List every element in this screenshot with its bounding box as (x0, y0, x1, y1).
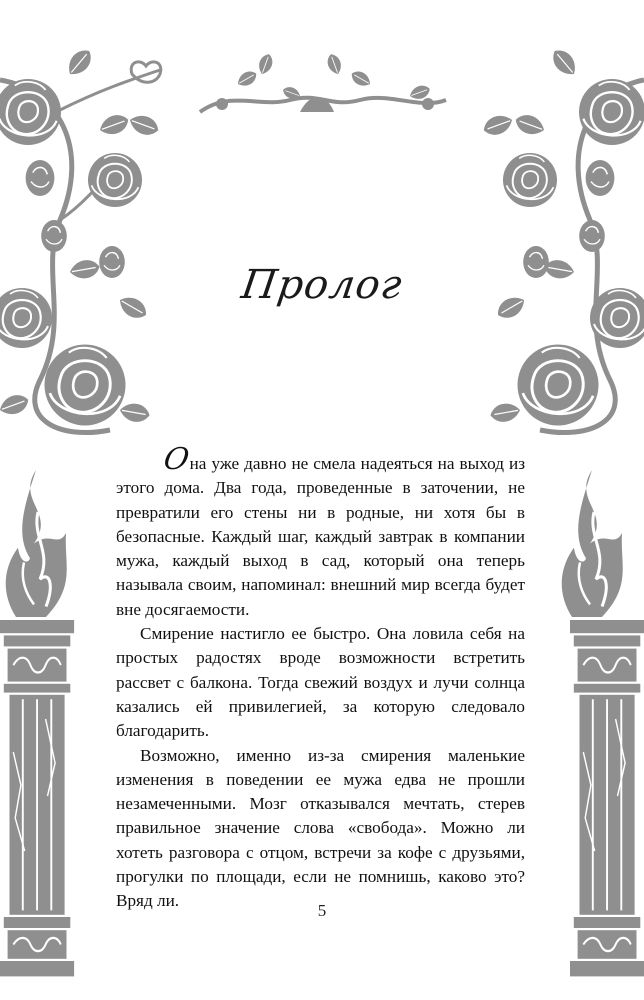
column-left (0, 620, 74, 976)
paragraph (116, 442, 525, 622)
chapter-body (116, 442, 525, 914)
paragraph-text: на уже давно не смела надеяться на выход из этого дома. Два года, проведенные в заточении, не превратили его стены ни в родные, ни хотя бы в безопасные. Каждый шаг, каждый завтрак в компании мужа, каждый выход в сад, который она теперь называла своим, напоминал: внешний мир всегда будет вне досягаемости. (116, 454, 525, 619)
chapter-title: Пролог (238, 262, 406, 308)
paragraph: Возможно, именно из-за смирения маленькие изменения в поведении ее мужа едва не прошли незамеченными. Мозг отказывался мечтать, стерев правильное значение слова «свобода». Можно ли хотеть разговора с отцом, встречи за кофе с друзьями, прогулки по площади, если не помнишь, каково это? Вряд ли. (116, 745, 525, 911)
floral-header-ornament (200, 52, 446, 112)
drop-cap: О (161, 442, 192, 477)
rose-vine-left (0, 45, 161, 432)
flame-right (562, 470, 623, 617)
page-number: 5 (317, 901, 327, 920)
rose-vine-right (481, 45, 644, 432)
flame-left (6, 470, 67, 617)
column-right (570, 620, 644, 976)
paragraph: Смирение настигло ее быстро. Она ловила себя на простых радостях вроде возможности встретить рассвет с балкона. Тогда свежий воздух и лучи солнца казались ей привилегией, за которую следовало благодарить. (116, 624, 525, 741)
